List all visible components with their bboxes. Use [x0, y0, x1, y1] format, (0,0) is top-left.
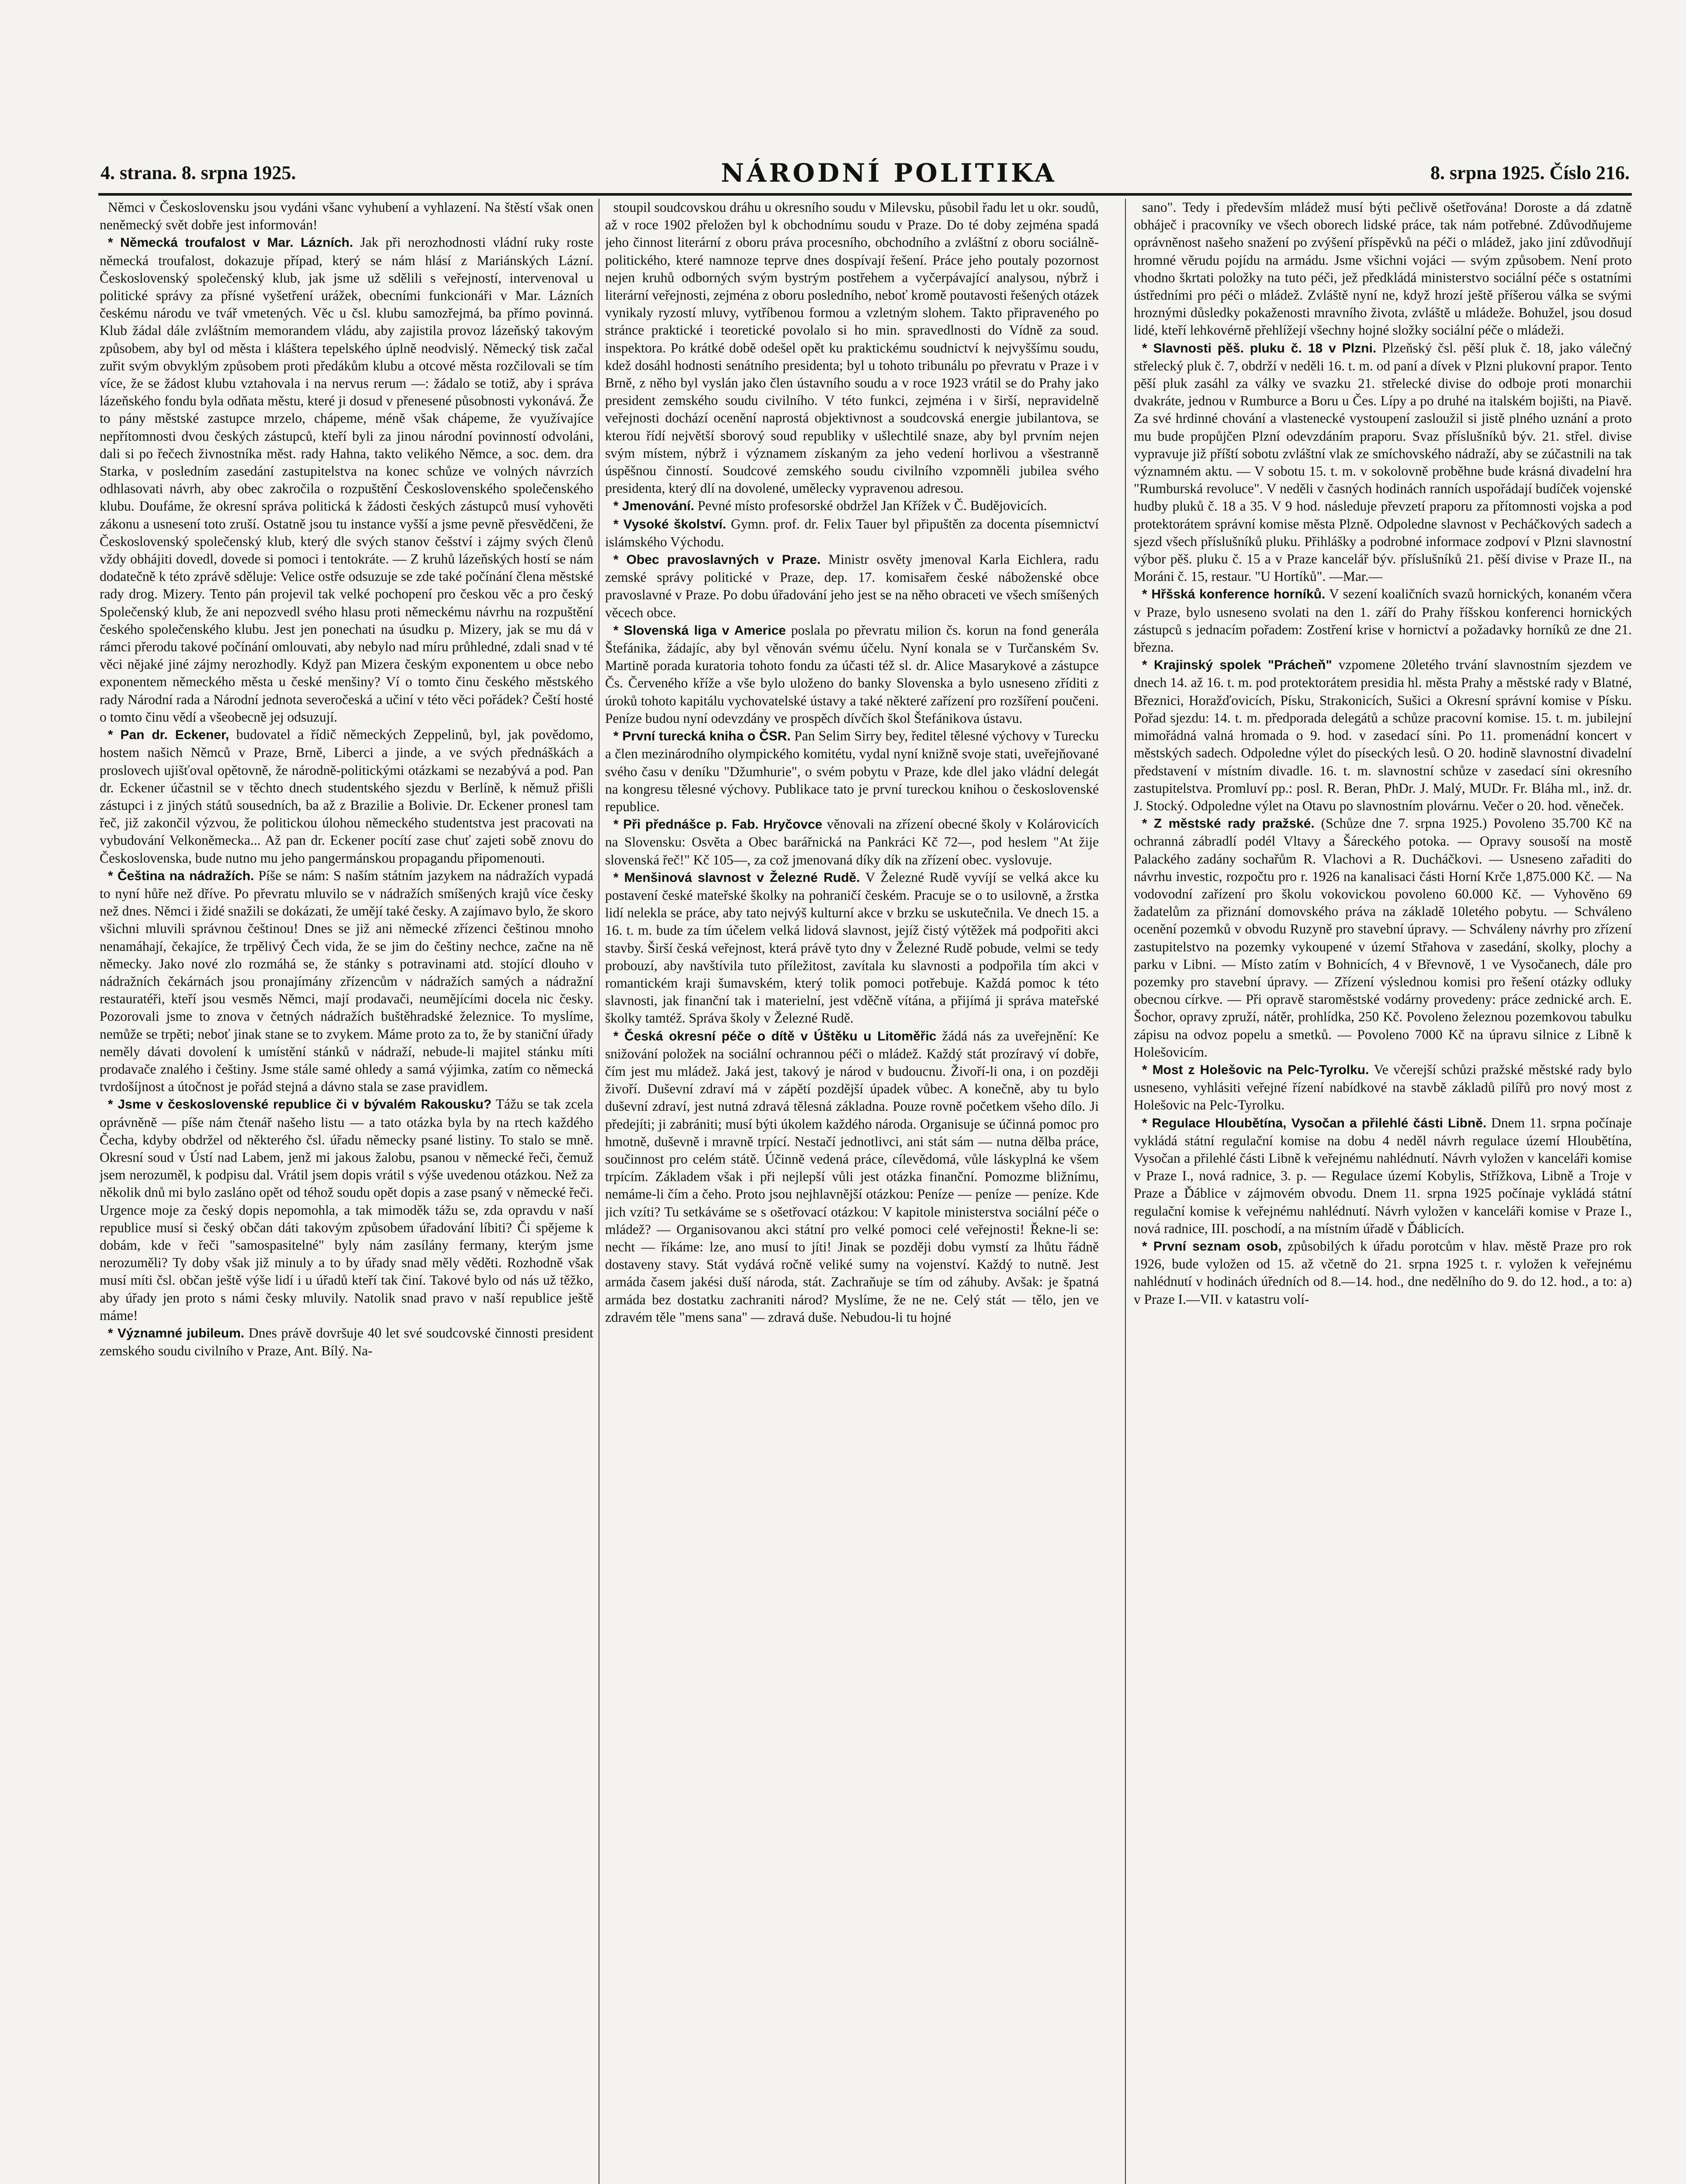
article-text: Plzeňský čsl. pěší pluk č. 18, jako válečný střelecký pluk č. 7, obdrží v neděli 16. t. m. od paní a dívek v Plzni plukovní prapor. Tento pěší pluk zasáhl za války ve svazku 21. střelecké divise do odboje proti monarchii dvakráte, jednou v Rumburce a Boru u Čes. Lípy a po druhé na italském bojišti, na Piavě. Za své hrdinné chování a vlastenecké vystoupení zasloužil si jistě plného uznání a proto mu bude propůjčen Plzní odevzdáním praporu. Svaz příslušníků býv. 21. střel. divise vypravuje již příští sobotu zvláštní vlak ze smíchovského nádraží, aby se zúčastnili na tak významném aktu. — V sobotu 15. t. m. v sokolovně proběhne bude krásná divadelní hra "Rumburská revoluce". V neděli v časných hodinách ranních uspořádají budíček vojenské hudby pluků č. 18 a 35. V 9 hod. následuje převzetí praporu za přítomnosti vojska a pod protektorátem správní komise města Plzně. Odpoledne slavnost v Pecháčkových sadech a sjezd všech příslušníků pluku. Přihlášky a podrobné informace zodpoví v Plzni slavnostní výbor pěš. pluku č. 15 a v Praze kancelář býv. příslušníků 21. pěší divise v Praze II., na Moráni č. 15, restaur. "U Hortíků". —Mar.—: [1134, 340, 1632, 584]
article-headline: * Slavnosti pěš. pluku č. 18 v Plzni.: [1142, 341, 1377, 356]
article-paragraph: [1134, 585, 1632, 656]
article-text: Píše se nám: S naším státním jazykem na nádražích vypadá to nyní hůře než dříve. Po převratu mluvilo se v nádražích smíšených krajů více česky než dnes. Němci i židé snažili se dokázati, že umějí také česky. A zajímavo bylo, že skoro všichni mluvili správnou češtinou! Dnes se již ani německé zřízenci češtinou mnoho nenamáhají, čekajíce, že trpělivý Čech vida, že se jim do češtiny nechce, začne na ně německy. Jako nové zlo rozmáhá se, že stánky s potravinami atd. stojící dlouho v nádražních čekárnách jsou pronajímány zřízencům v nádražích samých a nádražní restauratéři, kteří jsou vesměs Němci, mají prodavači, neumějícími docela nic česky. Pozorovali jsme to znova v četných nádražích buštěhradské železnice. To myslíme, nemůže se trpěti; neboť jinak stane se to zvykem. Máme proto za to, že by staniční úřady neměly dávati dovolení k umístění stánků v nádraží, nebude-li majitel stánku míti prodavače znalého i češtiny. Jsme stále samé ohledy a samá výjimka, zatím co německá tvrdošíjnost a útočnost je pořád stejná a dávno stala se zase pravidlem.: [100, 867, 593, 1095]
article-paragraph: [605, 816, 1099, 869]
article-text: vzpomene 20letého trvání slavnostním sjezdem ve dnech 14. až 16. t. m. pod protektorátem presidia hl. města Prahy a městské rady v Blatné, Březnici, Horažďovicích, Písku, Strakonicích, Sušici a Okresní správní komise v Písku. Pořad sjezdu: 14. t. m. předporada delegátů a schůze pracovní komise. 15. t. m. jubilejní mimořádná valná hromada o 9. hod. v zasedací síni. Po 11. promenádní koncert v městských sadech. Odpoledne výlet do píseckých lesů. O 20. hodině slavnostní divadelní představení v místním divadle. 16. t. m. slavnostní schůze v zasedací síni okresního zastupitelstva. Promluví pp.: posl. R. Beran, PhDr. J. Malý, MUDr. Fr. Bláha ml., inž. dr. J. Stocký. Odpoledne výlet na Otavu po slavnostním plovárnu. Večer o 20. hod. věneček.: [1134, 657, 1632, 813]
column-2: [605, 199, 1099, 2184]
article-text: sano". Tedy i především mládež musí býti pečlivě ošetřována! Doroste a dá zdatně obháječ i pracovníky ve všech oborech lidské práce, tak nám potřebné. Zdůvodňujeme oprávněnost našeho snažení po zvýšení příspěvků na péči o mládež, jako jiní zdůvodňují hromné věrudu pojídu na armádu. Jsme všichni vojáci — svým způsobem. Není proto vhodno škrtati položky na tuto péči, jež předkládá ministerstvo sociální péče s ostatními ústředními pro péči o mládež. Zvláště nyní ne, když hrozí ještě příšerou válka se svými hroznými důsledky pokaženosti mravního života, zvláště u mládeže. Bohužel, jsou dosud lidé, kteří lehkovérně přehlížejí všechny hojné složky sociální péče o mládeži.: [1134, 200, 1632, 338]
article-headline: * Z městské rady pražské.: [1142, 816, 1315, 831]
article-text: stoupil soudcovskou dráhu u okresního soudu v Milevsku, působil řadu let u okr. soudů, až v roce 1902 přeložen byl k obchodnímu soudu v Praze. Do té doby zejména spadá jeho činnost literární z oboru práva procesního, obchodního a zvláštní z oboru sociálně-politického, které namnoze teprve dnes dospívají řešení. Práce jeho poutaly pozornost nejen kruhů odborných svým bystrým postřehem a vyčerpávající analysou, nýbrž i literární veřejnosti, zejména z oboru posledního, neboť kromě poutavosti řešených otázek vynikaly ryzostí mluvy, vytříbenou formou a vzletným slohem. Takto připraveného po stránce praktické i teoretické povolalo si ho min. spravedlnosti do Vídně za soud. inspektora. Po krátké době odešel opět ku praktickému soudnictví k nejvyššímu soudu, kdež dosáhl hodnosti senátního presidenta; byl u tohoto tribunálu po převratu v Praze i v Brně, z něho byl vyslán jako člen ústavního soudu a v roce 1923 vrátil se do Prahy jako president zemského soudu civilního. V této funkci, zejména i v širší, nepravidelně veřejnosti dochází ocenění naprostá objektivnost a soudcovská energie jubilantova, se kterou řídí největší sborový soud republiky v ušlechtilé snaze, aby byl prvním nejen svým místem, nýbrž i významem získaným za jeho vedení horlivou a všestranně úspěšnou činností. Soudcové zemského soudu civilního vzpomněli jubilea svého presidenta, který dlí na dovolené, umělecky vypravenou adresou.: [605, 200, 1099, 496]
article-paragraph: [100, 199, 593, 234]
article-text: Ve včerejší schůzi pražské městské rady bylo usneseno, vyhlásiti veřejné řízení nabídkové na stavbě základů pilířů pro nový most z Holešovic na Pelc-Tyrolku.: [1134, 1061, 1632, 1113]
article-text: Gymn. prof. dr. Felix Tauer byl připuštěn za docenta písemnictví islámského Východu.: [605, 516, 1099, 549]
article-headline: * Slovenská liga v Americe: [613, 623, 786, 638]
article-headline: * Regulace Hloubětína, Vysočan a přilehlé části Libně.: [1142, 1116, 1487, 1130]
article-paragraph: [100, 1324, 593, 1360]
article-paragraph: [1134, 339, 1632, 586]
article-headline: * Hřšská konference horníků.: [1142, 587, 1326, 602]
article-text: (Schůze dne 7. srpna 1925.) Povoleno 35.700 Kč na ochranná zábradlí podél Vltavy a Šáreckého potoka. — Opravy sousoší na mostě Palackého zadány sochařům R. Vlachovi a R. Ducháčkovi. — Usneseno zařaditi do návrhu investic, rozpočtu pro r. 1926 na kanalisaci části Horní Krče 1,875.000 Kč. — Na vodovodní zařízení pro školu vokovickou povoleno 60.000 Kč. — Vyhověno 69 žadatelům za přiznání domovského práva na základě 10letého pobytu. — Schváleno ocenění pozemků v obvodu Ruzyně pro stavební úpravy. — Schváleny návrhy pro zřízení zastupitelstvo na pozemky vykoupené v území Střahova v zasedání, skolky, plochy a parku v Libni. — Místo zatím v Bohnicích, 4 v Břevnově, 1 ve Vysočanech, dále pro pozemky pro stavební úpravy. — Zřízení výslednou komisi pro řešení otázky odluky obecnou církve. — Při opravě staroměstské vodárny provedeny: práce zednické arch. E. Šochor, opravy zpruží, nátěr, prohlídka, 250 Kč. Povoleno železnou pozemkovou tabulku zápisu na odvoz popelu a smetků. — Povoleno 7000 Kč na úpravu silnice z Libně k Holešovicím.: [1134, 816, 1632, 1060]
article-text: V Železné Rudě vyvíjí se velká akce ku postavení české mateřské školky na pohraničí českém. Pracuje se o to usilovně, a žrstka lidí nelekla se práce, aby tato nejvýš kulturní akce v brzku se uskutečnila. Ve dnech 15. a 16. t. m. bude za tím účelem velká lidová slavnost, jejíž čistý výtěžek má podpořiti akci stavby. Širší česká veřejnost, která právě tyto dny v Železné Rudě pobude, velmi se tedy probouzí, aby navštívila tuto příležitost, zavítala ku slavnosti a podpořila tím akci v romantickém kraji šumavském, který tolik pomoci potřebuje. Každá pomoc k této slavnosti, jak finanční tak i materielní, jest vděčně vítána, a přijímá ji správa mateřské školky tamtéž. Správa školy v Železné Rudě.: [605, 869, 1099, 1026]
article-paragraph: [605, 869, 1099, 1027]
header-rule: [98, 193, 1632, 196]
header-page-date: 4. strana. 8. srpna 1925.: [100, 162, 296, 183]
article-paragraph: [1134, 815, 1632, 1061]
article-paragraph: [605, 551, 1099, 622]
article-headline: * Krajinský spolek "Prácheň": [1142, 658, 1332, 673]
article-text: V sezení koaličních svazů hornických, konaném včera v Praze, bylo usneseno svolati na den 1. září do Prahy říšskou konferenci hornických zástupců s jednacím pořadem: Zostření krise v hornictví a požadavky horníků ze dne 21. března.: [1134, 586, 1632, 655]
article-paragraph: [100, 867, 593, 1096]
article-headline: * Vysoké školství.: [613, 517, 727, 532]
article-paragraph: [1134, 199, 1632, 339]
article-paragraph: [605, 1027, 1099, 1326]
article-paragraph: [605, 727, 1099, 816]
article-text: poslala po převratu milion čs. korun na fond generála Štefánika, žádajíc, aby byl věnován svému účelu. Nyní konala se v Turčanském Sv. Martině porada kuratoria tohoto fondu za účasti též sl. dr. Alice Masarykové a zástupce Čs. Červeného kříže a vše bylo uloženo do banky Slovenska a bylo usneseno zříditi z úroků tohoto kapitálu vychovatelské ústavy a také některé zařízení pro rozšíření poučeni. Peníze budou nyní odevzdány ve prospěch dívčích škol Štefánikova ústavu.: [605, 622, 1099, 726]
article-paragraph: [605, 199, 1099, 497]
article-headline: * Při přednášce p. Fab. Hryčovce: [613, 817, 823, 832]
newspaper-masthead: NÁRODNÍ POLITIKA: [721, 158, 1057, 188]
article-headline: * Obec pravoslavných v Praze.: [613, 553, 821, 567]
article-paragraph: [605, 497, 1099, 515]
article-paragraph: [1134, 1237, 1632, 1308]
article-paragraph: [605, 515, 1099, 551]
article-text: Němci v Československu jsou vydáni všanc vyhubení a vyhlazení. Na štěstí však onen neněmecký svět dobře jest informován!: [100, 200, 593, 233]
article-headline: * První seznam osob,: [1142, 1239, 1282, 1254]
article-headline: * Jmenování.: [613, 499, 694, 514]
article-headline: * Významné jubileum.: [107, 1326, 245, 1341]
article-text: Pevné místo profesorské obdržel Jan Křížek v Č. Budějovicích.: [697, 498, 1047, 514]
article-paragraph: [100, 726, 593, 867]
article-text: Jak při nerozhodnosti vládní ruky roste německá troufalost, dokazuje případ, který se nám hlásí z Mariánských Lázní. Československý společenský klub, jak jsme už sdělili s veřejností, intervenoval u politické správy za přísné vyšetření urážek, obecními funkcionáři v Mar. Lázních českému národu ve tvář vmetených. Věc u čsl. klubu samozřejmá, ba přímo povinná. Klub žádal dále zvláštním memorandem vládu, aby zajistila provoz lázeňský takovým způsobem, aby byl od města i kláštera tepelského úplně neodvislý. Německý tisk začal zuřit svým obvyklým způsobem proti předákům klubu a otcové města rozčilovali se tím více, že se žádost klubu vztahovala i na nervus rerum —: žádalo se totiž, aby i správa lázeňského fondu byla odňata městu, které ji dosud v přenesené působnosti vykonává. Že to pány městské zastupce mrzelo, chápeme, méně však chápeme, že využívajíce nepřítomnosti dvou českých zástupců, kteří byli za jinou národní povinností odvoláni, dali si po řečech živnostníka měst. rady Hahna, takto velikého Němce, a soc. dem. dra Starka, v posledním zasedání zastupitelstva na konec schůze ve volných návrzích odhlasovati návrh, aby obec zakročila o rozpuštění Československého společenského klubu. Doufáme, že okresní správa politická k žádosti českých zástupců musí vyhověti zákonu a usnesení toto zruší. Ostatně jsou tu instance vyšší a jsme pevně přesvědčeni, že Československý společenský klub, který dle svých stanov češství i zájmy svých členů vždy obhájiti dovedl, dovede si pomoci i tentokráte. — Z kruhů lázeňských hostí se nám dodatečně k této zprávě sděluje: Velice ostře odsuzuje se zde také počínání člena městské rady drog. Mizery. Tento pán projevil tak velké pochopení pro českou věc a pro český Společenský klub, že ani nepozvedl svého hlasu proti německému návrhu na rozpuštění českého společenského klubu. Jest jen ponechati na úsudku p. Mizery, jak se mu dá v rámci přerodu takové počínání omlouvati, aby nebylo nad míru průhledné, zdali snad v té věci nějaké jiné zájmy nerozhodly. Když pan Mizera českým exponentem u obce nebo exponentem německého města u české menšiny? Ví o tomto činu českého městského rady Národní rada a Národní jednota severočeská a učiní v této věci pořádek? Čeští hosté o tomto činu vědí a všeobecně jej odsuzují.: [100, 235, 593, 725]
article-paragraph: [605, 622, 1099, 727]
article-headline: * Česká okresní péče o dítě v Úštěku u Litoměřic: [613, 1029, 937, 1044]
article-paragraph: [1134, 1114, 1632, 1237]
article-headline: * Čeština na nádražích.: [107, 868, 254, 883]
article-paragraph: [1134, 1061, 1632, 1114]
article-text: věnovali na zřízení obecné školy v Kolárovicích na Slovensku: Osvěta a Obec barářnická na Pankráci Kč 72—, pod heslem "At žije slovenská řeč!" Kč 105—, za což jmenovaná díky dík na zřízení obec. vyslovuje.: [605, 816, 1099, 867]
column-divider: [1125, 199, 1126, 2184]
column-3: [1134, 199, 1632, 2184]
article-paragraph: [1134, 656, 1632, 815]
article-headline: * Jsme v československé republice či v bývalém Rakousku?: [107, 1097, 492, 1112]
article-headline: * Pan dr. Eckener,: [107, 728, 229, 743]
page-header: [100, 158, 1630, 193]
article-text: Tážu se tak zcela oprávněně — píše nám čtenář našeho listu — a tato otázka byla by na rtech každého Čecha, kdyby obdržel od některého čsl. úřadu německy psané listiny. To stalo se mně. Okresní soud v Ústí nad Labem, jenž mi jakous žalobu, psanou v německé řeči, čemuž jsem nerozuměl, k podpisu dal. Vrátil jsem dopis vrátil s výše uvedenou otázkou. Než za několik dnů mi bylo zasláno opět od téhož soudu opět dopis a zase psaný v německé řeči. Urgence moje za český dopis nepomohla, a tak mimoděk tážu se, zda opravdu v naší republice musí si český občan dáti takovým způsobem úřadování líbiti? Či spějeme k dobám, kde v řeči "samospasitelné" byly nám zasílány fermany, kterým jsme nerozuměli? Ty doby však již minuly a to by úřady snad měly věděti. Rozhodně však musí míti čsl. občan ještě výše lidí i u úřadů kteří tak činí. Takové bylo od nás už těžko, aby úřady jen proto s námi česky mluvily. Natolik snad pravo v naší republice ještě máme!: [100, 1096, 593, 1323]
article-headline: * První turecká kniha o ČSR.: [613, 729, 791, 744]
article-headline: * Německá troufalost v Mar. Lázních.: [107, 235, 353, 250]
article-paragraph: [100, 234, 593, 726]
article-text: budovatel a řídič německých Zeppelinů, byl, jak povědomo, hostem našich Němců v Praze, Brně, Liberci a jinde, a ve svých přednáškách a proslovech ujišťoval opětovně, že národně-politickými otázkami se nezabývá a pod. Pan dr. Eckener účastnil se v těchto dnech studentského sjezdu v Berlíně, k němuž přišli zástupci i z jiných států sousedních, ba až z Brazilie a Bolivie. Dr. Eckener pronesl tam řeč, již zakončil výzvou, že politickou úlohou německého studentstva jest pracovati na vybudování Velkoněmecka... Až pan dr. Eckener pocítí zase chuť zajeti sobě znovu do Československa, bude nutno mu jeho pangermánskou propagandu připomenouti.: [100, 727, 593, 866]
article-text: žádá nás za uveřejnění: Ke snižování položek na sociální ochrannou péči o mládež. Každý stát prozíravý ví dobře, čím jest mu mládež. Jaká jest, takový je národ v budoucnu. Živoří-li ona, i on později živoří. Duševní zdraví má v zápětí pozdější úpadek vůbec. A konečně, aby tu bylo duševní zdraví, jest nutná zdravá tělesná základna. Pouze rovně početkem všeho dílo. Ji předejíti; ji zabrániti; musí býti úkolem každého národa. Organisuje se účinná pomoc pro hmotně, duševně i mravně trpící. Nestačí jednotlivci, ani stát sám — nutna dělba práce, součinnost pro celém státě. Účinně vedená práce, cílevědomá, vůle láskyplná ke všem trpícím. Základem však i při nejlepší vůli jest otázka finanční. Pomozme bližnímu, nemáme-li čím a čeho. Proto jsou nejhlavnější otázkou: Peníze — peníze — peníze. Kde jich vzíti? Tu setkáváme se s ošetřovací otázkou: V kapitole ministerstva sociální péče o mládež? — Organisovanou akci státní pro velké pomoci celé veřejnosti! Řekne-li se: necht — říkáme: lze, ano musí to jíti! Jinak se později dobu vymstí za lhůtu řádně dostaveny stavy. Stát vydává ročně veliké sumy na vojenství. Každý to nutně. Jest armáda časem jakési duší národa, stát. Zachraňuje se tím od záhuby. Avšak: je špatná armáda bez dostatku zachraniti národ? Myslíme, že ne ne. Celý stát — tělo, jen ve zdravém těle "mens sana" — zdravá duše. Nebudou-li tu hojné: [605, 1028, 1099, 1325]
header-issue-date: 8. srpna 1925. Číslo 216.: [1430, 162, 1630, 183]
article-text: Pan Selim Sirry bey, ředitel tělesné výchovy v Turecku a člen mezinárodního olympického komitétu, vydal nyní knižně svoje stati, uveřejňované svého času v deníku "Džumhurie", o svém pobytu v Praze, kde dlel jako vládní delegát na kongresu tělesné výchovy. Publikace tato je první tureckou knihou o československé republice.: [605, 728, 1099, 814]
article-headline: * Menšinová slavnost v Železné Rudě.: [613, 870, 860, 885]
article-text: způsobilých k úřadu porotcům v hlav. městě Praze pro rok 1926, bude vyložen od 15. až včetně do 21. srpna 1925 t. r. vyložen k veřejnému nahlédnutí v hodinách úředních od 8.—14. hod., dne nedělního do 9. do 12. hod., a to: a) v Praze I.—VII. v katastru volí-: [1134, 1238, 1632, 1307]
article-text: Dnes právě dovršuje 40 let své soudcovské činnosti president zemského soudu civilního v Praze, Ant. Bílý. Na-: [100, 1325, 593, 1359]
article-headline: * Most z Holešovic na Pelc-Tyrolku.: [1142, 1062, 1369, 1077]
column-1: [100, 199, 593, 2184]
article-text: Dnem 11. srpna počínaje vykládá státní regulační komise na dobu 4 neděl návrh regulace území Hloubětína, Vysočan a přilehlé části Libně k veřejnému nahlédnutí. Návrh vyložen v kanceláři komise v Praze I., nová radnice, 3. p. — Regulace území Kobylis, Střížkova, Libně a Troje v Praze a Ďáblice v zájmovém obvodu. Dnem 11. srpna 1925 počínaje vykládá státní regulační komise k veřejnému nahlédnutí. Návrh vyložen v kanceláři komise v Praze I., nová radnice, III. poschodí, a na místním úřadě v Ďáblicích.: [1134, 1115, 1632, 1236]
article-text: Ministr osvěty jmenoval Karla Eichlera, radu zemské správy politické v Praze, dep. 17. komisařem české náboženské obce pravoslavné v Praze. Po dobu úřadování jeho jest se na něho obraceti ve všech smíšených věcech obce.: [605, 552, 1099, 620]
article-paragraph: [100, 1095, 593, 1324]
